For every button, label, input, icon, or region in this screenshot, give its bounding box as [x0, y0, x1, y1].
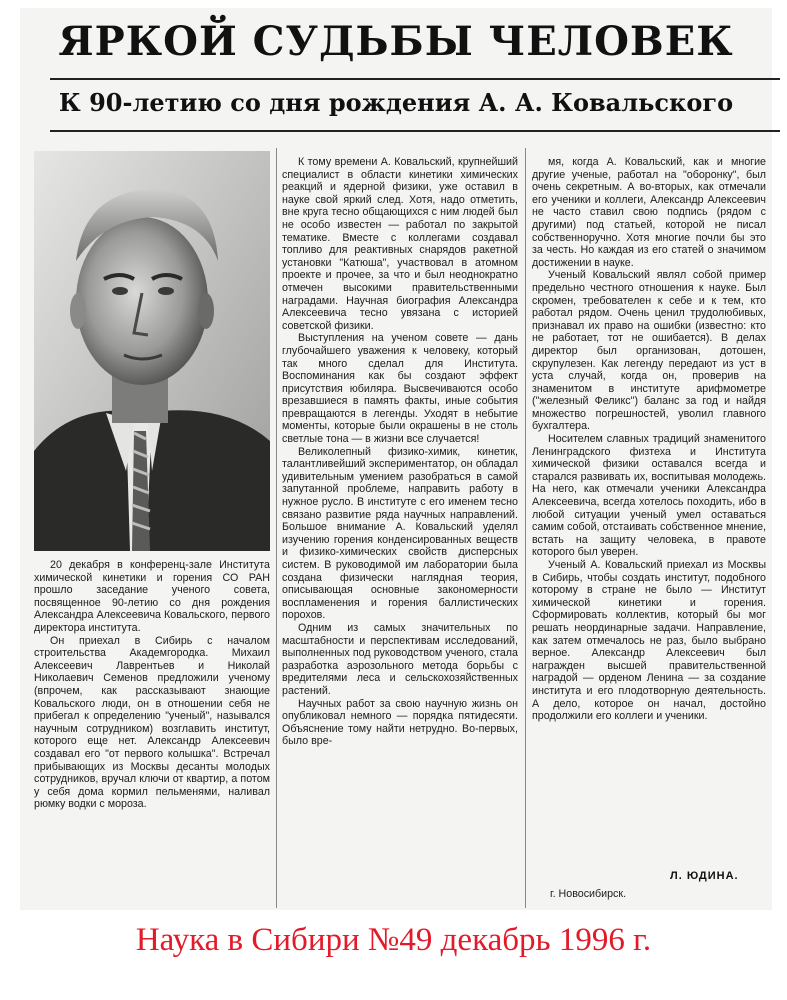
article-intro-column	[34, 559, 270, 811]
author-city: г. Новосибирск.	[550, 888, 627, 900]
portrait-photo	[34, 151, 270, 551]
article-paragraph: К тому времени А. Ковальский, крупнейший специалист в области кинетики химических реакций и ядерной физики, уже оставил в науке свой яркий след. Хотя, надо отметить, вне круга тесно общающихся с ним людей был не особо известен — работал по закрытой тематике. Вместе с коллегами создавал топливо для реактивных снарядов ракетной установки "Катюша", участвовал в атомном проекте и прочее, за что и был неоднократно отмечен высокими правительственными наградами. Научная биография Александра Алексеевича тесно увязана с историей советской физики.	[282, 156, 518, 332]
article-paragraph: Ученый А. Ковальский приехал из Москвы в Сибирь, чтобы создать институт, подобного которому в стране не было — Институт химической кинетики и горения. Сформировать коллектив, который бы мог решать неординарные задачи. Направление, как затем отмечалось не раз, было выбрано верное. Александр Алексеевич был награжден высшей правительственной наградой — орденом Ленина — за создание института и его плодотворную деятельность. А дело, которое он начал, достойно продолжили его коллеги и ученики.	[532, 559, 766, 723]
article-paragraph: Научных работ за свою научную жизнь он опубликовал немного — порядка пятидесяти. Объяснение тому найти нетрудно. Во-первых, было вре-	[282, 697, 518, 748]
headline-rule	[50, 78, 780, 80]
subheadline: К 90-летию со дня рождения А. А. Ковальского	[58, 88, 734, 117]
column-divider	[525, 148, 526, 908]
author-signature: Л. ЮДИНА.	[670, 870, 739, 882]
article-paragraph: 20 декабря в конференц-зале Института химической кинетики и горения СО РАН прошло заседание ученого совета, посвященное 90-летию со дня рождения Александра Алексеевича Ковальского, первого директора института.	[34, 559, 270, 634]
article-paragraph: мя, когда А. Ковальский, как и многие другие ученые, работал на "оборонку", был очень секретным. А во-вторых, как отмечали его ученики и коллеги, Александр Алексеевич не часто ставил свою подпись (рядом с другими) под статьей, которой не писал собственноручно. Хотя многие почли бы это за честь. Но каждая из его статей о значимом достижении в науке.	[532, 156, 766, 269]
newspaper-clipping	[20, 8, 772, 910]
article-paragraph: Носителем славных традиций знаменитого Ленинградского физтеха и Института химической физики оставался всегда и старался развивать их, воспитывая молодежь. На него, как отмечали ученики Александра Алексеевича, всегда хотелось походить, ибо в любой ситуации ученый умел оставаться самим собой, отстаивать собственное мнение, встать на защиту человека, в правоте которого был уверен.	[532, 433, 766, 559]
article-paragraph: Ученый Ковальский являл собой пример предельно честного отношения к науке. Был скромен, требователен к себе и к тем, кто работал рядом. Очень ценил трудолюбивых, признавал их право на ошибки (известно: кто не работает, тот не ошибается). В делах директор был организован, дотошен, скрупулезен. Как легенду передают из уст в уста случай, когда он, проверив на знаменитом в институте арифмометре ("железный Феликс") баланс за год и найдя множество погрешностей, уволил главного бухгалтера.	[532, 269, 766, 433]
article-paragraph: Он приехал в Сибирь с началом строительства Академгородка. Михаил Алексеевич Лаврентьев и Николай Николаевич Семенов предложили ученому (впрочем, как рассказывают знающие Ковальского люди, он в отношении себя не прибегал к определению "ученый", назывался научным сотрудником) возглавить институт, которого еще нет. Александр Алексеевич создавал его "от первого колышка". Встречал прибывающих из Москвы десанты молодых сотрудников, вручал ключи от квартир, а потом у себя дома кормил пельменями, наливал рюмку водки с мороза.	[34, 634, 270, 811]
article-column-right	[532, 156, 766, 723]
source-caption: Наука в Сибири №49 декабрь 1996 г.	[135, 922, 652, 958]
article-column-middle	[282, 156, 518, 748]
subheadline-rule	[50, 130, 780, 132]
portrait-photo-icon	[34, 151, 270, 551]
article-paragraph: Одним из самых значительных по масштабности и перспективам исследований, выполненных под руководством ученого, стала разработка аэрозольного метода борьбы с вредителями леса и сельскохозяйственных растений.	[282, 621, 518, 697]
headline: ЯРКОЙ СУДЬБЫ ЧЕЛОВЕК	[58, 18, 734, 65]
article-paragraph: Великолепный физико-химик, кинетик, талантливейший экспериментатор, он обладал удивительным умением разобраться в самой запутанной проблеме, направить работу в нужное русло. В институте с его именем тесно связано развитие ряда научных направлений. Большое внимание А. Ковальский уделял изучению горения конденсированных веществ и физико-химических свойств дисперсных систем. В руководимой им лаборатории была создана физически наглядная теория, описывающая основные закономерности воспламенения и горения баллистических порохов.	[282, 445, 518, 622]
column-divider	[276, 148, 277, 908]
article-paragraph: Выступления на ученом совете — дань глубочайшего уважения к человеку, который так много сделал для Института. Воспоминания как бы создают эффект присутствия юбиляра. Высвечиваются особо врезавшиеся в память факты, иные события превращаются в легенды. Уходят в небытие моменты, которые были окрашены в не столь светлые тона — в жизни все случается!	[282, 332, 518, 446]
